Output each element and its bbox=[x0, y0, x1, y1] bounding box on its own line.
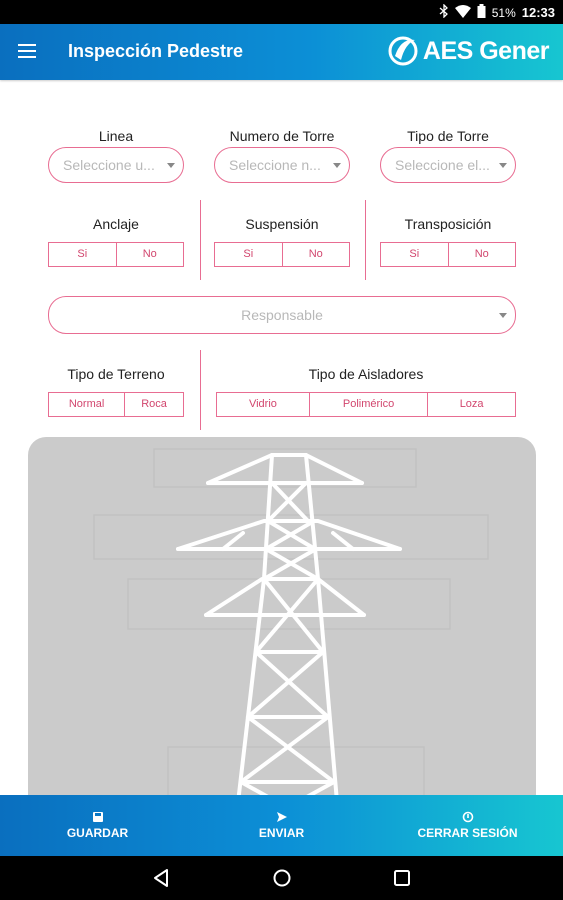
suspension-toggle bbox=[214, 242, 350, 267]
brand-logo bbox=[387, 34, 549, 68]
anclaje-toggle bbox=[48, 242, 184, 267]
tipo-aisladores-label: Tipo de Aisladores bbox=[308, 366, 424, 382]
responsable-select[interactable] bbox=[48, 296, 516, 334]
suspension-label: Suspensión bbox=[245, 216, 319, 232]
transmission-tower-icon bbox=[28, 437, 536, 837]
numero-torre-label: Numero de Torre bbox=[229, 128, 335, 144]
tipo-terreno-toggle bbox=[48, 392, 184, 417]
terreno-normal-button[interactable]: Normal bbox=[49, 393, 125, 416]
logout-icon bbox=[462, 811, 474, 823]
tipo-torre-placeholder: Seleccione el... bbox=[395, 157, 490, 173]
save-icon bbox=[92, 811, 104, 823]
system-navigation-bar bbox=[0, 856, 563, 900]
column-divider bbox=[365, 200, 366, 280]
cerrar-sesion-label: CERRAR SESIÓN bbox=[417, 826, 518, 840]
tipo-aisladores-toggle bbox=[216, 392, 516, 417]
clock: 12:33 bbox=[521, 5, 555, 20]
linea-placeholder: Seleccione u... bbox=[63, 157, 155, 173]
tower-structure bbox=[178, 455, 400, 837]
page-title: Inspección Pedestre bbox=[68, 41, 244, 61]
enviar-button[interactable] bbox=[224, 795, 339, 856]
battery-icon bbox=[477, 4, 486, 21]
bottom-action-bar bbox=[0, 795, 563, 856]
aislador-vidrio-button[interactable]: Vidrio bbox=[217, 393, 310, 416]
transposicion-no-button[interactable]: No bbox=[474, 248, 489, 260]
linea-label: Linea bbox=[98, 128, 134, 144]
back-icon[interactable] bbox=[152, 868, 172, 888]
menu-icon[interactable] bbox=[18, 44, 36, 58]
battery-percent: 51% bbox=[491, 5, 516, 20]
anclaje-label: Anclaje bbox=[93, 216, 139, 232]
numero-torre-select[interactable] bbox=[214, 147, 350, 183]
column-divider bbox=[200, 350, 201, 430]
guardar-label: GUARDAR bbox=[66, 826, 129, 840]
aislador-loza-button[interactable]: Loza bbox=[459, 398, 484, 410]
suspension-si-button[interactable]: Si bbox=[215, 243, 283, 266]
tipo-terreno-label: Tipo de Terreno bbox=[67, 366, 165, 382]
suspension-no-button[interactable]: No bbox=[308, 248, 323, 260]
numero-torre-placeholder: Seleccione n... bbox=[229, 157, 321, 173]
send-icon bbox=[276, 811, 288, 823]
tipo-torre-label: Tipo de Torre bbox=[407, 128, 489, 144]
tipo-torre-select[interactable] bbox=[380, 147, 516, 183]
transposicion-si-button[interactable]: Si bbox=[381, 243, 449, 266]
transposicion-label: Transposición bbox=[404, 216, 492, 232]
wifi-icon bbox=[455, 5, 471, 21]
aislador-polimerico-button[interactable]: Polimérico bbox=[310, 393, 428, 416]
transposicion-toggle bbox=[380, 242, 516, 267]
responsable-placeholder: Responsable bbox=[241, 307, 323, 323]
app-bar bbox=[0, 24, 563, 80]
aes-logo-icon bbox=[387, 34, 421, 68]
chevron-down-icon bbox=[499, 313, 507, 318]
logo-text: AES Gener bbox=[422, 36, 549, 65]
linea-select[interactable] bbox=[48, 147, 184, 183]
column-divider bbox=[200, 200, 201, 280]
recents-icon[interactable] bbox=[392, 868, 412, 888]
guardar-button[interactable] bbox=[40, 795, 155, 856]
anclaje-no-button[interactable]: No bbox=[142, 248, 157, 260]
chevron-down-icon bbox=[499, 163, 507, 168]
status-bar bbox=[0, 0, 563, 24]
terreno-roca-button[interactable]: Roca bbox=[141, 398, 167, 410]
chevron-down-icon bbox=[167, 163, 175, 168]
tower-diagram bbox=[28, 437, 536, 837]
chevron-down-icon bbox=[333, 163, 341, 168]
home-icon[interactable] bbox=[272, 868, 292, 888]
bluetooth-icon bbox=[439, 4, 449, 21]
cerrar-sesion-button[interactable] bbox=[400, 795, 535, 856]
anclaje-si-button[interactable]: Si bbox=[49, 243, 117, 266]
enviar-label: ENVIAR bbox=[258, 826, 305, 840]
